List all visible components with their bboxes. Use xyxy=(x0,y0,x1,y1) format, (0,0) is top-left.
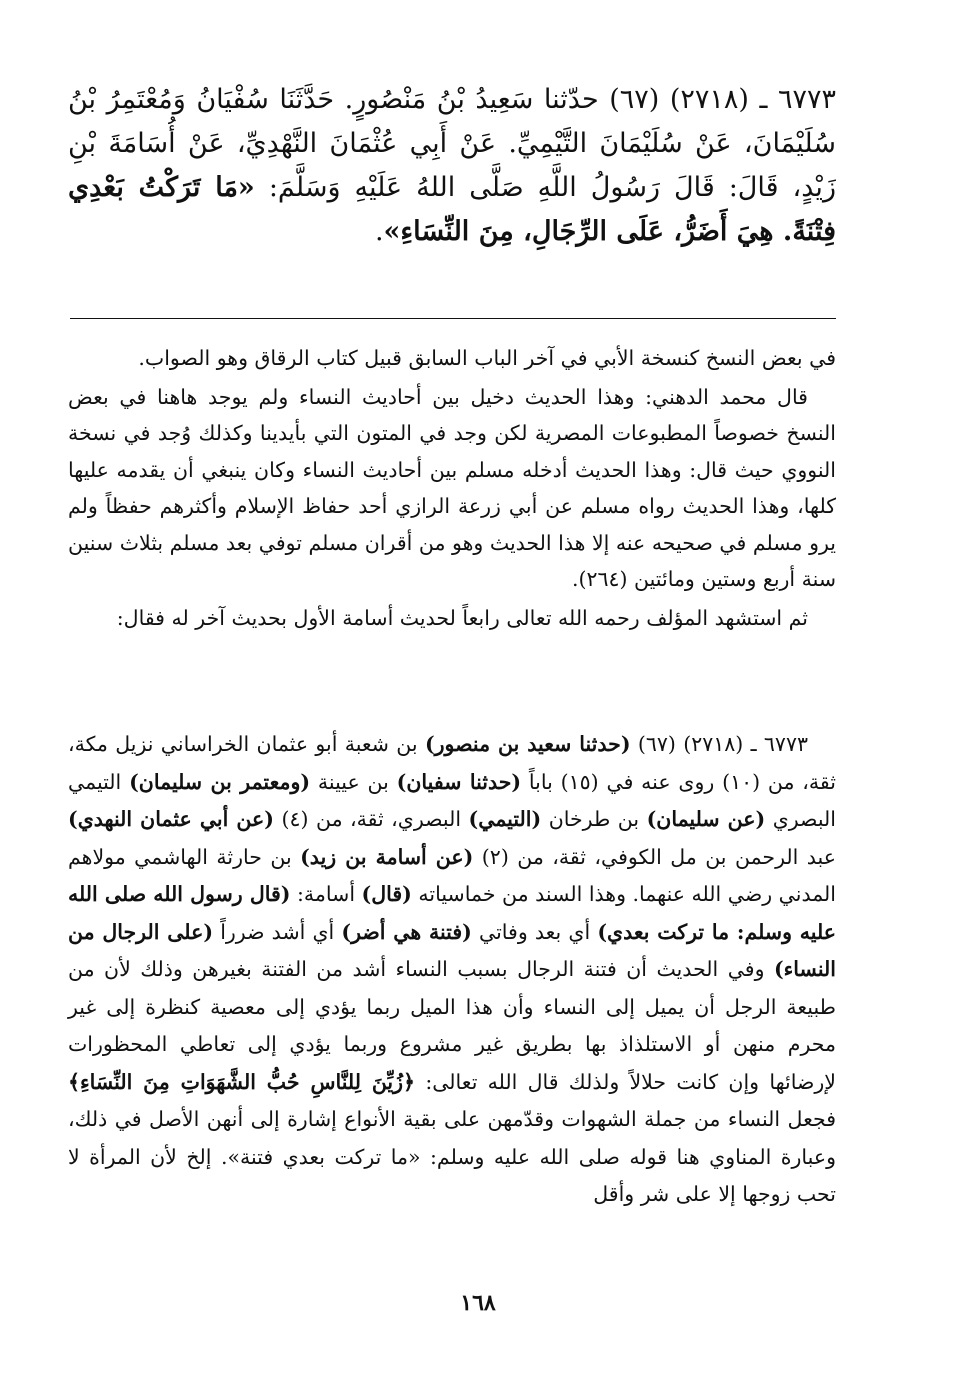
hadith-references: (٢٧١٨) (٦٧) xyxy=(609,84,749,115)
commentary-text: وفي الحديث أن فتنة الرجال بسبب النساء أشد من الفتنة بغيرهن وذلك لأن من طبيعة الرجل أن يميل إلى النساء وأن هذا الميل ربما يؤدي إلى معصية كنظرة إلى غير محرم منهن أو الاستلذاذ بها بطريق غير مشروع وربما يؤدي إلى تعاطي المحظورات لإرضائها وإن كانت حلالاً ولذلك قال الله تعالى: xyxy=(68,957,836,1094)
hadith-matn: «مَا تَرَكْتُ بَعْدِي فِتْنَةً. هِيَ أَضَرُّ، عَلَى الرِّجَالِ، مِنَ النِّسَاءِ» xyxy=(68,172,836,247)
hadith-text: ٦٧٧٣ ـ (٢٧١٨) (٦٧) حدّثنا سَعِيدُ بْنُ مَنْصُورٍ. حَدَّثَنَا سُفْيَانُ وَمُعْتَمِرُ بْنُ سُلَيْمَانَ، عَنْ سُلَيْمَانَ التَّيْمِيِّ. عَنْ أَبِي عُثْمَانَ النَّهْدِيِّ، عَنْ أُسَامَةَ بْنِ زَيْدٍ، قَالَ: قَالَ رَسُولُ اللَّهِ صَلَّى اللهُ عَلَيْهِ وَسَلَّمَ: «مَا تَرَكْتُ بَعْدِي فِتْنَةً. هِيَ أَضَرُّ، عَلَى الرِّجَالِ، مِنَ النِّسَاءِ». xyxy=(68,84,836,247)
commentary-bold: (ومعتمر بن سليمان) xyxy=(129,769,311,794)
commentary-text: التيمي البصري xyxy=(68,769,836,831)
footnote-paragraph: قال محمد الدهني: وهذا الحديث دخيل بين أحاديث النساء ولم يوجد هاهنا في بعض النسخ خصوصاً المطبوعات المصرية لكن وجد في المتون التي بأيدينا وكذلك وُجد في نسخة النووي حيث قال: وهذا الحديث أدخله مسلم بين أحاديث النساء وكان ينبغي أن يقدمه عليها كلها، وهذا الحديث رواه مسلم عن أبي زرعة الرازي أحد حفاظ الإسلام وأكثرهم حفظاً ولم يرو مسلم في صحيحه عنه إلا هذا الحديث وهو من أقران مسلم توفي بعد مسلم بثلاث سنين سنة أربع وستين ومائتين (٢٦٤). xyxy=(68,384,836,591)
commentary-number: ٦٧٧٣ ـ (٢٧١٨) (٦٧) xyxy=(637,732,808,756)
commentary-text: بن حارثة الهاشمي مولاهم المدني رضي الله عنهما. وهذا السند من خماسياته xyxy=(68,844,836,906)
footnotes xyxy=(68,340,836,636)
hadith-end: . xyxy=(374,216,384,247)
commentary-text: أسامة: xyxy=(297,882,356,906)
commentary-text: عبد الرحمن بن مل الكوفي، ثقة، من (٢) xyxy=(481,844,836,869)
commentary-text: بن عيينة xyxy=(317,769,389,794)
commentary-bold: (عن أبي عثمان النهدي) xyxy=(68,807,274,831)
footnote-line: في بعض النسخ كنسخة الأبي في آخر الباب السابق قبيل كتاب الرقاق وهو الصواب. xyxy=(138,346,836,370)
commentary-bold: (فتنة هي أضر) xyxy=(341,919,472,944)
commentary-bold: (حدثنا سعيد بن منصور) xyxy=(424,732,631,756)
footnote-divider xyxy=(70,318,836,319)
commentary-text: البصري، ثقة، من (٤) xyxy=(281,807,462,831)
hadith-chain: حدّثنا سَعِيدُ بْنُ مَنْصُورٍ. حَدَّثَنَا سُفْيَانُ وَمُعْتَمِرُ بْنُ سُلَيْمَانَ، عَنْ سُلَيْمَانَ التَّيْمِيِّ. عَنْ أَبِي عُثْمَانَ النَّهْدِيِّ، عَنْ أُسَامَةَ بْنِ زَيْدٍ، قَالَ: قَالَ رَسُولُ اللَّهِ صَلَّى اللهُ عَلَيْهِ وَسَلَّمَ: xyxy=(68,84,836,203)
hadith-number: ٦٧٧٣ xyxy=(777,84,836,115)
commentary-bold: (على الرجال من النساء) xyxy=(68,919,836,981)
commentary-text: أي أشد ضرراً xyxy=(220,919,335,944)
quran-verse: ﴿زُيِّنَ لِلنَّاسِ حُبُّ الشَّهَوَاتِ مِنَ النِّسَاءِ﴾ xyxy=(68,1069,416,1094)
commentary-text: فجعل النساء من جملة الشهوات وقدّمهن على بقية الأنواع إشارة إلى أنهن الأصل في ذلك، وعبارة المناوي هنا قوله صلى الله عليه وسلم: «ما تركت بعدي فتنة». إلخ لأن المرأة لا تحب زوجها إلا على شر وأقل xyxy=(68,1107,836,1206)
commentary-text: بن طرخان xyxy=(548,807,640,831)
commentary xyxy=(68,726,836,1214)
commentary-bold: (حدثنا سفيان) xyxy=(396,769,522,794)
commentary-bold: (التيمي) xyxy=(468,807,542,831)
footnote-paragraph: ثم استشهد المؤلف رحمه الله تعالى رابعاً لحديث أسامة الأول بحديث آخر له فقال: xyxy=(116,605,808,630)
commentary-bold: (قال) xyxy=(361,882,412,906)
commentary-bold: (عن أسامة بن زيد) xyxy=(300,844,474,869)
commentary-text: بن شعبة أبو عثمان الخراساني نزيل مكة، ثقة، من (١٠) روى عنه في (١٥) باباً xyxy=(68,732,836,794)
commentary-bold: (قال رسول الله صلى الله عليه وسلم: ما تركت بعدي) xyxy=(68,882,836,944)
commentary-bold: (عن سليمان) xyxy=(646,807,766,831)
page-number: ١٦٨ xyxy=(460,1290,496,1316)
commentary-text: أي بعد وفاتي xyxy=(479,919,591,944)
page xyxy=(68,78,836,1206)
